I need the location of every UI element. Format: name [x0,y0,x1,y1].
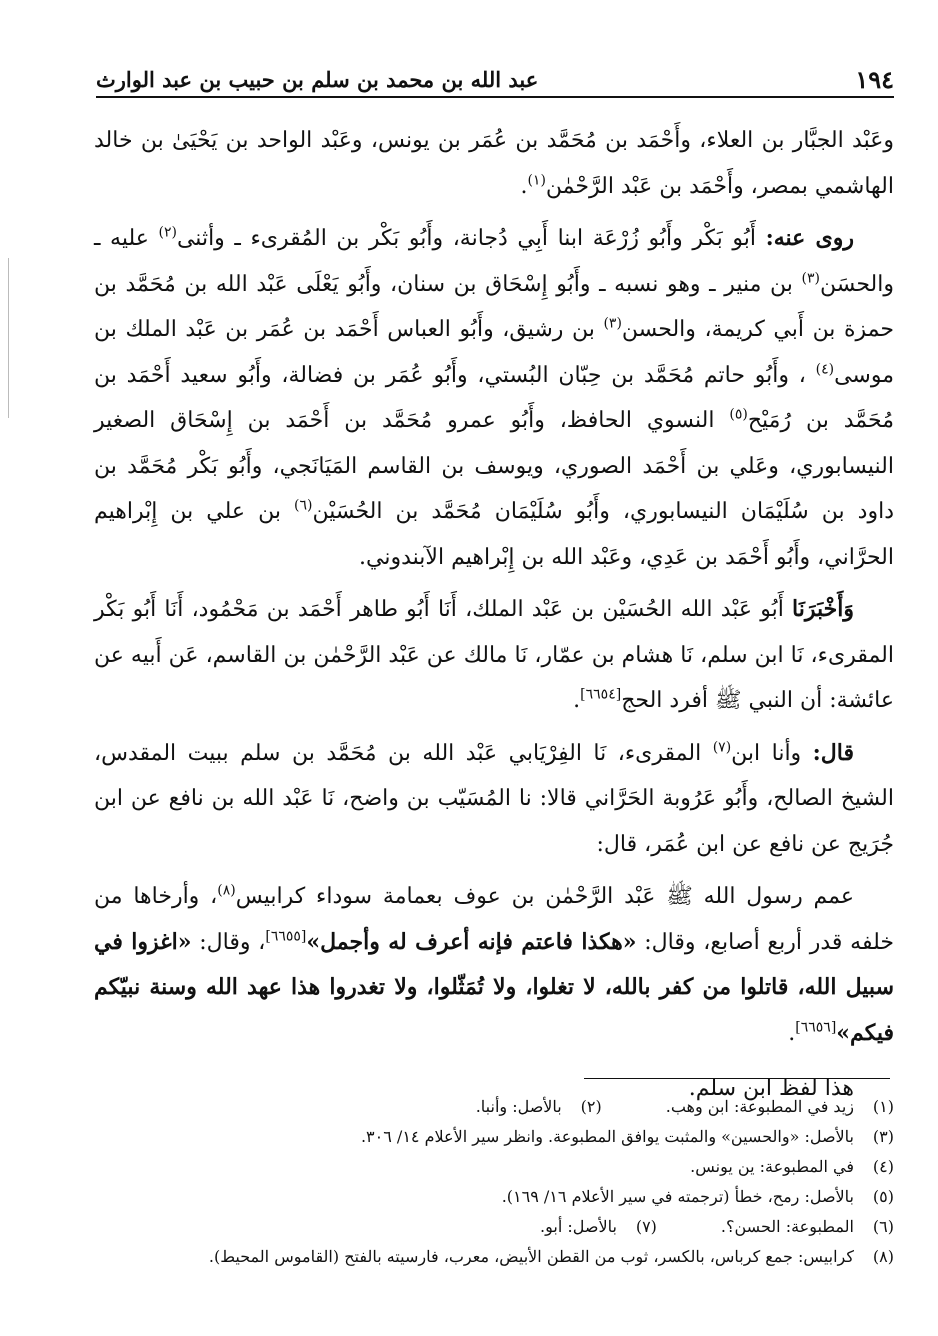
hadith-number: [٦٦٥٥] [265,928,307,945]
paragraph-lead: وَأَخْبَرَنَا [792,596,854,622]
footnote-ref: (٢) [158,224,177,241]
page-edge-mark [2,258,9,418]
footnote-ref: (٣) [603,315,622,332]
paragraph-lead: روى عنه: [765,225,854,251]
footnote-ref: (٧) [712,739,732,756]
closing-line: هذا لفظ ابن سلم. [688,1076,854,1101]
footnote-6-7: (٦) المطبوعة: الحسن؟. (٧) بالأصل: أبو. [540,1217,894,1236]
footnote-ref: (٦) [293,497,313,514]
footnote-ref: (١) [527,172,546,189]
hadith-quote: «اغزوا في سبيل الله، قاتلوا من كفر بالله، لا تغلوا، ولا تُمَثّلوا، ولا تغدروا هذا عهد الله وسنة نبيّكم فيكم» [94,928,894,1046]
hadith-quote: «هكذا فاعتم فإنه أعرف له وأجمل» [306,928,637,955]
footnote-4: (٤) في المطبوعة: ين يونس. [690,1157,894,1176]
paragraph-1: وعَبْد الجبَّار بن العلاء، وأَحْمَد بن مُحَمَّد بن عُمَر بن يونس، وعَبْد الواحد بن يَحْيَىٰ بن خالد الهاشمي بمصر، وأَحْمَد بن عَبْد الرَّحْمٰن$^{(١)}$. [94,128,894,199]
footnotes [94,1092,894,1272]
footnote-3: (٣) بالأصل: «والحسين» والمثبت يوافق المطبوعة. وانظر سير الأعلام ١٤/ ٣٠٦. [360,1127,894,1146]
footnote-ref: (٨) [217,882,236,899]
hadith-number: [٦٦٥٤] [580,686,622,703]
paragraph-2: روى عنه: أَبُو بَكْر وأَبُو زُرْعَة ابنا أَبِي دُجانة، وأَبُو بَكْر بن المُقرىء ـ وأثنى$^{(٢)}$ عليه ـ والحسَن$^{(٣)}$ بن منير ـ وهو نسبه ـ وأَبُو إِسْحَاق بن سنان، وأَبُو يَعْلَى عَبْد الله بن مُحَمَّد بن حمزة بن أَبي كريمة، والحسن$^{(٣)}$ بن رشيق، وأَبُو العباس أَحْمَد بن عُمَر بن عَبْد الملك بن موسى$^{(٤)}$ ، وأَبُو حاتم مُحَمَّد بن حِبّان البُستي، وأَبُو عُمَر بن فضالة، وأَبُو سعيد أَحْمَد بن مُحَمَّد بن رُمَيْح$^{(٥)}$ النسوي الحافظ، وأَبُو عمرو مُحَمَّد بن أَحْمَد بن إِسْحَاق الصغير النيسابوري، وعَلي بن أَحْمَد الصوري، ويوسف بن القاسم المَيَانَجي، وأَبُو بَكْر مُحَمَّد بن داود بن سُلَيْمَان النيسابوري، وأَبُو سُلَيْمَان مُحَمَّد بن الحُسَيْن$^{(٦)}$ بن علي بن إِبْراهيم الحرَّاني، وأَبُو أَحْمَد بن عَدِي، وعَبْد الله بن إِبْراهيم الآبندوني. [94,224,894,570]
paragraph-lead: قال: [812,739,854,766]
footnote-1-2: (١) زيد في المطبوعة: ابن وهب. (٢) بالأصل: وأنبا. [475,1097,894,1116]
footnote-ref: (٤) [815,361,835,378]
running-header [96,62,894,98]
footnote-ref: (٥) [729,406,748,423]
page-number: ١٩٤ [855,65,894,94]
hadith-number: [٦٦٥٦] [795,1019,837,1036]
paragraph-5: عمم رسول الله ﷺ عَبْد الرَّحْمٰن بن عوف بعمامة سوداء كرابيس$^{(٨)}$، وأرخاها من خلفه قدر أربع أصابع، وقال: «هكذا فاعتم فإنه أعرف له وأجمل»[٦٦٥٥]، وقال: «اغزوا في سبيل الله، قاتلوا من كفر بالله، لا تغلوا، ولا تُمَثّلوا، ولا تغدروا هذا عهد الله وسنة نبيّكم فيكم»[٦٦٥٦]. [94,882,894,1046]
footnote-separator [584,1078,890,1079]
paragraph-4: قال: وأنا ابن$^{(٧)}$ المقرىء، نَا الفِرْيَابي عَبْد الله بن مُحَمَّد بن سلم ببيت المقدس، الشيخ الصالح، وأَبُو عَرُوبة الحَرَّاني قالا: نا المُسَيّب بن واضح، نَا عَبْد الله بن نافع عن ابن جُرَيج عن نافع عن ابن عُمَر، قال: [94,739,894,857]
paragraph-3: وَأَخْبَرَنَا أَبُو عَبْد الله الحُسَيْن بن عَبْد الملك، أَنَا أَبُو طاهر أَحْمَد بن مَحْمُود، أَنَا أَبُو بَكْر المقرىء، نَا ابن سلم، نَا هشام بن عمّار، نَا مالك عن عَبْد الرَّحْمٰن بن القاسم، عَن أَبيه عن عائشة: أن النبي ﷺ أفرد الحج[٦٦٥٤]. [94,596,894,713]
footnote-ref: (٣) [801,270,820,287]
running-title: عبد الله بن محمد بن سلم بن حبيب بن عبد الوارث [96,67,539,92]
footnote-5: (٥) بالأصل: رمح، خطأ (ترجمته في سير الأعلام ١٦/ ١٦٩). [501,1187,894,1206]
main-text [94,118,894,1112]
footnote-8: (٨) كرابيس: جمع كرباس، بالكسر، ثوب من القطن الأبيض، معرب، فارسيته بالفتح (القاموس المحيط). [208,1247,894,1266]
